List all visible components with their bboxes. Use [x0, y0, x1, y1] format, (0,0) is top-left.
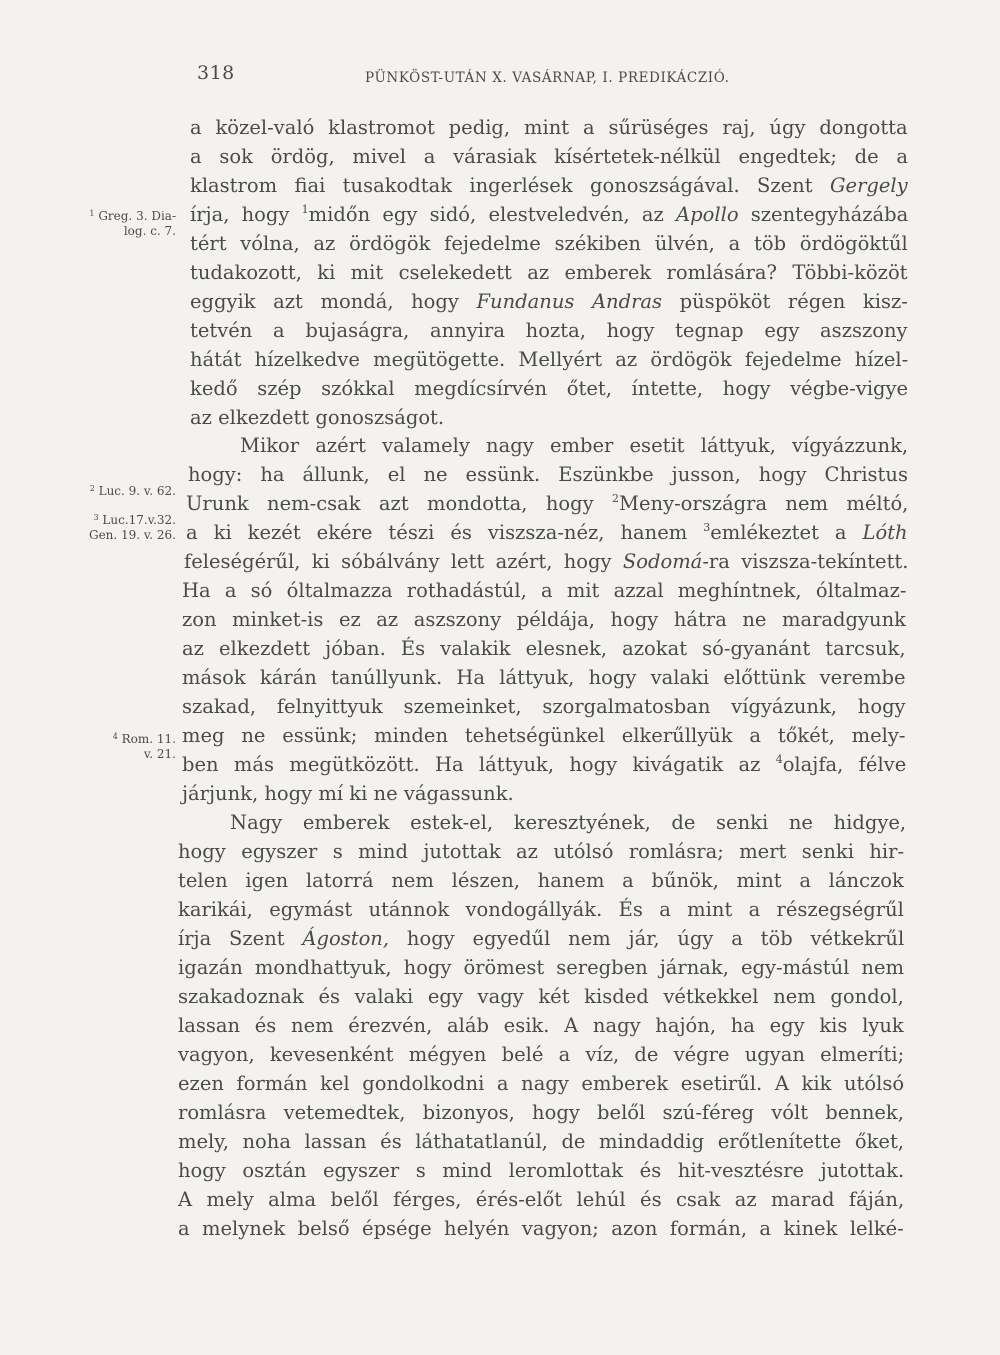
- margin-note-3: $^3$ Luc.17.v.32. Gen. 19. v. 26.: [88, 513, 176, 542]
- text-line: klastrom fiai tusakodtak ingerlések gonoszságával. Szent Gergely: [190, 174, 908, 197]
- text-line: Ha a só óltalmazza rothadástúl, a mit azzal meghíntnek, óltalmaz-: [182, 579, 907, 602]
- text-line: igazán mondhattyuk, hogy örömest seregben járnak, egy-mástúl nem: [178, 956, 905, 979]
- text-line: írja, hogy $^1$midőn egy sidó, elestveledvén, az Apollo szentegyházába: [190, 203, 909, 226]
- text-line: hogy egyszer s mind jutottak az utólsó romlásra; mert senki hir-: [178, 840, 905, 863]
- margin-note-4: $^4$ Rom. 11. v. 21.: [112, 732, 176, 761]
- margin-note-2: $^2$ Luc. 9. v. 62.: [89, 484, 176, 498]
- text-line: hátát hízelkedve megütögette. Mellyért az ördögök fejedelme hízel-: [190, 348, 909, 371]
- text-line: az elkezdett gonoszságot.: [190, 406, 445, 429]
- text-line: telen igen latorrá nem lészen, hanem a bűnök, mint a lánczok: [178, 869, 904, 892]
- page-number: 318: [197, 62, 235, 84]
- text-line: ezen formán kel gondolkodni a nagy emberek esetirűl. A kik utólsó: [178, 1072, 905, 1095]
- text-line: a melynek belső épsége helyén vagyon; azon formán, a kinek lelké-: [178, 1217, 904, 1240]
- text-line: a közel-való klastromot pedig, mint a sűrüséges raj, úgy dongotta: [190, 116, 908, 139]
- running-head: PÜNKÖST-UTÁN X. VASÁRNAP, I. PREDIKÁCZIÓ.: [365, 70, 730, 86]
- text-line: lassan és nem érezvén, aláb esik. A nagy hajón, ha egy kis lyuk: [178, 1014, 904, 1037]
- text-line: tért vólna, az ördögök fejedelme székiben ülvén, a töb ördögöktűl: [190, 232, 908, 255]
- text-line: Urunk nem-csak azt mondotta, hogy $^2$Meny-országra nem méltó,: [186, 492, 909, 515]
- text-line: meg ne essünk; minden tehetségünkel elkerűllyük a tőkét, mely-: [182, 724, 906, 747]
- text-line: írja Szent Ágoston, hogy egyedűl nem jár, úgy a töb vétkekrűl: [178, 927, 905, 950]
- text-line: a sok ördög, mivel a várasiak kísértetek-nélkül engedtek; de a: [190, 145, 909, 168]
- text-line: szakadoznak és valaki egy vagy két kisded vétkekkel nem gondol,: [178, 985, 904, 1008]
- text-line: tudakozott, ki mit cselekedett az emberek romlására? Többi-közöt: [190, 261, 908, 284]
- text-line: hogy: ha állunk, el ne essünk. Eszünkbe jusson, hogy Christus: [188, 463, 908, 486]
- text-line: szakad, felnyittyuk szemeinket, szorgalmatosban vígyázunk, hogy: [182, 695, 906, 718]
- text-line: vagyon, kevesenként mégyen belé a víz, de végre ugyan elmeríti;: [178, 1043, 905, 1066]
- text-line: A mely alma belől férges, érés-előt lehúl és csak az marad fáján,: [178, 1188, 905, 1211]
- text-line: zon minket-is ez az aszszony példája, hogy hátra ne maradgyunk: [182, 608, 906, 631]
- text-line: mely, noha lassan és láthatatlanúl, de mindaddig erőtlenítette őket,: [178, 1130, 904, 1153]
- text-line: ben más megütközött. Ha láttyuk, hogy kivágatik az $^4$olajfa, félve: [182, 753, 907, 776]
- text-line: eggyik azt mondá, hogy Fundanus Andras püspököt régen kisz-: [190, 290, 908, 313]
- margin-note-1: $^1$ Greg. 3. Dia- log. c. 7.: [89, 209, 176, 238]
- text-line: karikái, egymást utánnok vondogállyák. És a mint a részegségrűl: [178, 898, 904, 921]
- text-line: tetvén a bujaságra, annyira hozta, hogy tegnap egy aszszony: [190, 319, 908, 342]
- text-line: hogy osztán egyszer s mind leromlottak és hit-vesztésre jutottak.: [178, 1159, 905, 1182]
- text-line: Nagy emberek estek-el, keresztyének, de senki ne hidgye,: [230, 811, 907, 834]
- text-line: a ki kezét ekére tészi és viszsza-néz, hanem $^3$emlékeztet a Lóth: [186, 521, 908, 544]
- text-line: feleségérűl, ki sóbálvány lett azért, hogy Sodomá-ra viszsza-tekíntett.: [184, 550, 909, 573]
- text-line: romlásra vetemedtek, bizonyos, hogy belől szú-féreg vólt bennek,: [178, 1101, 904, 1124]
- text-line: kedő szép szókkal megdícsírvén őtet, íntette, hogy végbe-vigye: [190, 377, 909, 400]
- text-line: Mikor azért valamely nagy ember esetit láttyuk, vígyázzunk,: [240, 434, 909, 457]
- text-line: mások kárán tanúllyunk. Ha láttyuk, hogy valaki előttünk verembe: [182, 666, 906, 689]
- text-line: járjunk, hogy mí ki ne vágassunk.: [182, 782, 514, 805]
- text-line: az elkezdett jóban. És valakik elesnek, azokat só-gyanánt tarcsuk,: [182, 637, 906, 660]
